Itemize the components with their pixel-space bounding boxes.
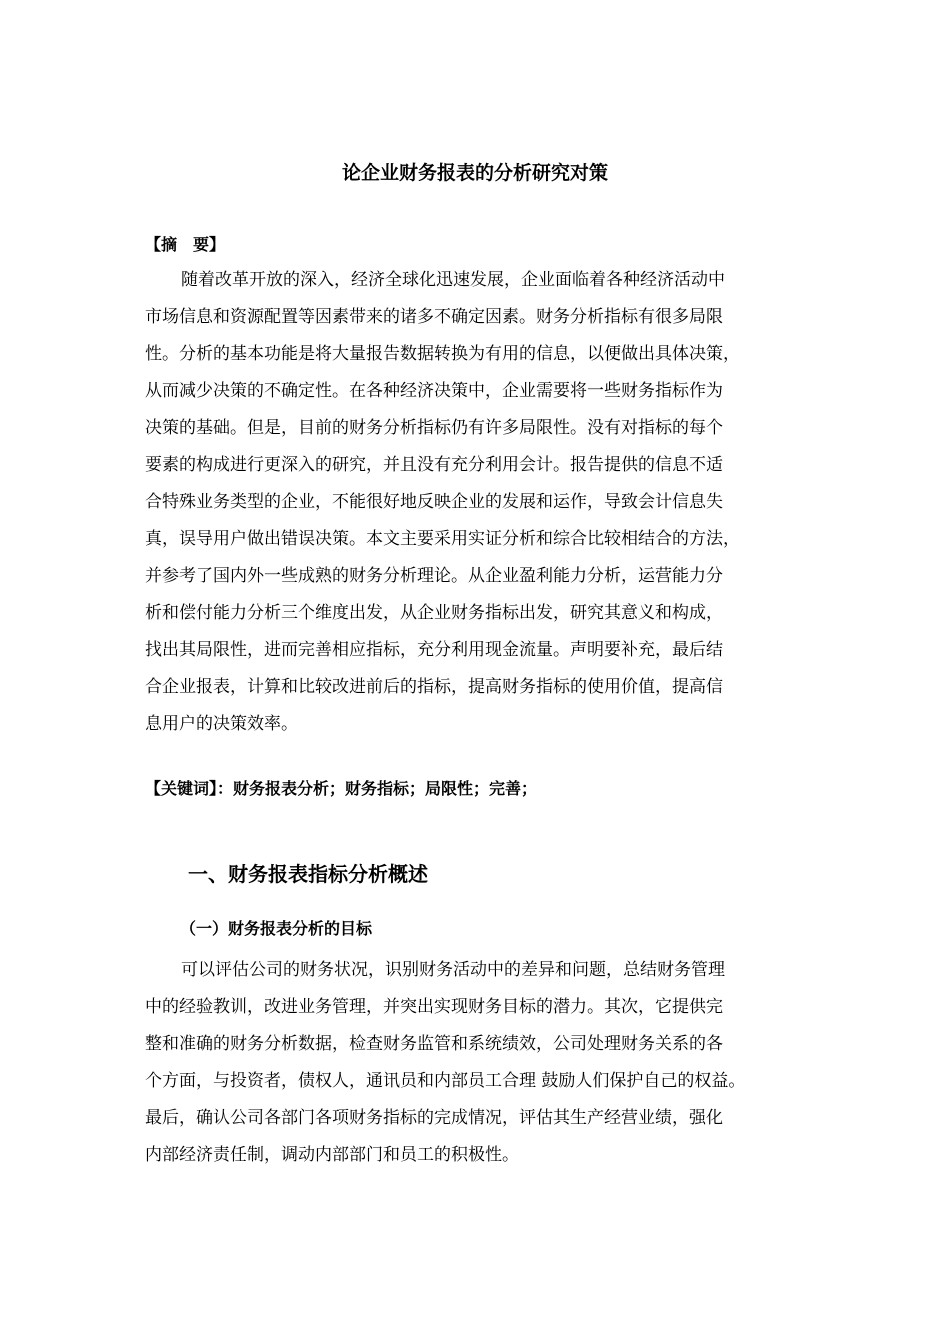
abstract-line: 合特殊业务类型的企业，不能很好地反映企业的发展和运作，导致会计信息失: [145, 492, 723, 512]
section-line: 中的经验教训，改进业务管理，并突出实现财务目标的潜力。其次，它提供完: [145, 997, 723, 1017]
document-title: 论企业财务报表的分析研究对策: [341, 162, 608, 184]
abstract-line: 找出其局限性，进而完善相应指标，充分利用现金流量。声明要补充，最后结: [145, 640, 723, 660]
abstract-line: 市场信息和资源配置等因素带来的诸多不确定因素。财务分析指标有很多局限: [145, 307, 723, 327]
section-heading: 一、财务报表指标分析概述: [188, 862, 428, 886]
abstract-line: 息用户的决策效率。: [145, 714, 298, 734]
abstract-line: 要素的构成进行更深入的研究，并且没有充分利用会计。报告提供的信息不适: [145, 455, 723, 475]
abstract-line: 真，误导用户做出错误决策。本文主要采用实证分析和综合比较相结合的方法，: [145, 529, 740, 549]
abstract-body: [145, 262, 740, 743]
section-body: [145, 952, 745, 1174]
keywords: 【关键词】：财务报表分析；财务指标；局限性；完善；: [145, 779, 538, 798]
section-line: 可以评估公司的财务状况，识别财务活动中的差异和问题，总结财务管理: [181, 960, 725, 980]
abstract-line: 析和偿付能力分析三个维度出发，从企业财务指标出发，研究其意义和构成，: [145, 603, 723, 623]
section-line: 内部经济责任制，调动内部部门和员工的积极性。: [145, 1145, 519, 1165]
abstract-line: 从而减少决策的不确定性。在各种经济决策中，企业需要将一些财务指标作为: [145, 381, 723, 401]
abstract-line: 合企业报表，计算和比较改进前后的指标，提高财务指标的使用价值，提高信: [145, 677, 723, 697]
section-line: 整和准确的财务分析数据，检查财务监管和系统绩效，公司处理财务关系的各: [145, 1034, 723, 1054]
abstract-line: 并参考了国内外一些成熟的财务分析理论。从企业盈利能力分析，运营能力分: [145, 566, 723, 586]
abstract-line: 决策的基础。但是，目前的财务分析指标仍有许多局限性。没有对指标的每个: [145, 418, 723, 438]
abstract-heading: 【摘 要】: [145, 235, 226, 254]
section-line: 最后，确认公司各部门各项财务指标的完成情况，评估其生产经营业绩，强化: [145, 1108, 723, 1128]
subsection-heading: （一）财务报表分析的目标: [180, 919, 373, 938]
abstract-line: 随着改革开放的深入，经济全球化迅速发展，企业面临着各种经济活动中: [181, 270, 725, 290]
section-line: 个方面，与投资者，债权人，通讯员和内部员工合理 鼓励人们保护自己的权益。: [145, 1071, 746, 1091]
abstract-line: 性。分析的基本功能是将大量报告数据转换为有用的信息，以便做出具体决策，: [145, 344, 740, 364]
